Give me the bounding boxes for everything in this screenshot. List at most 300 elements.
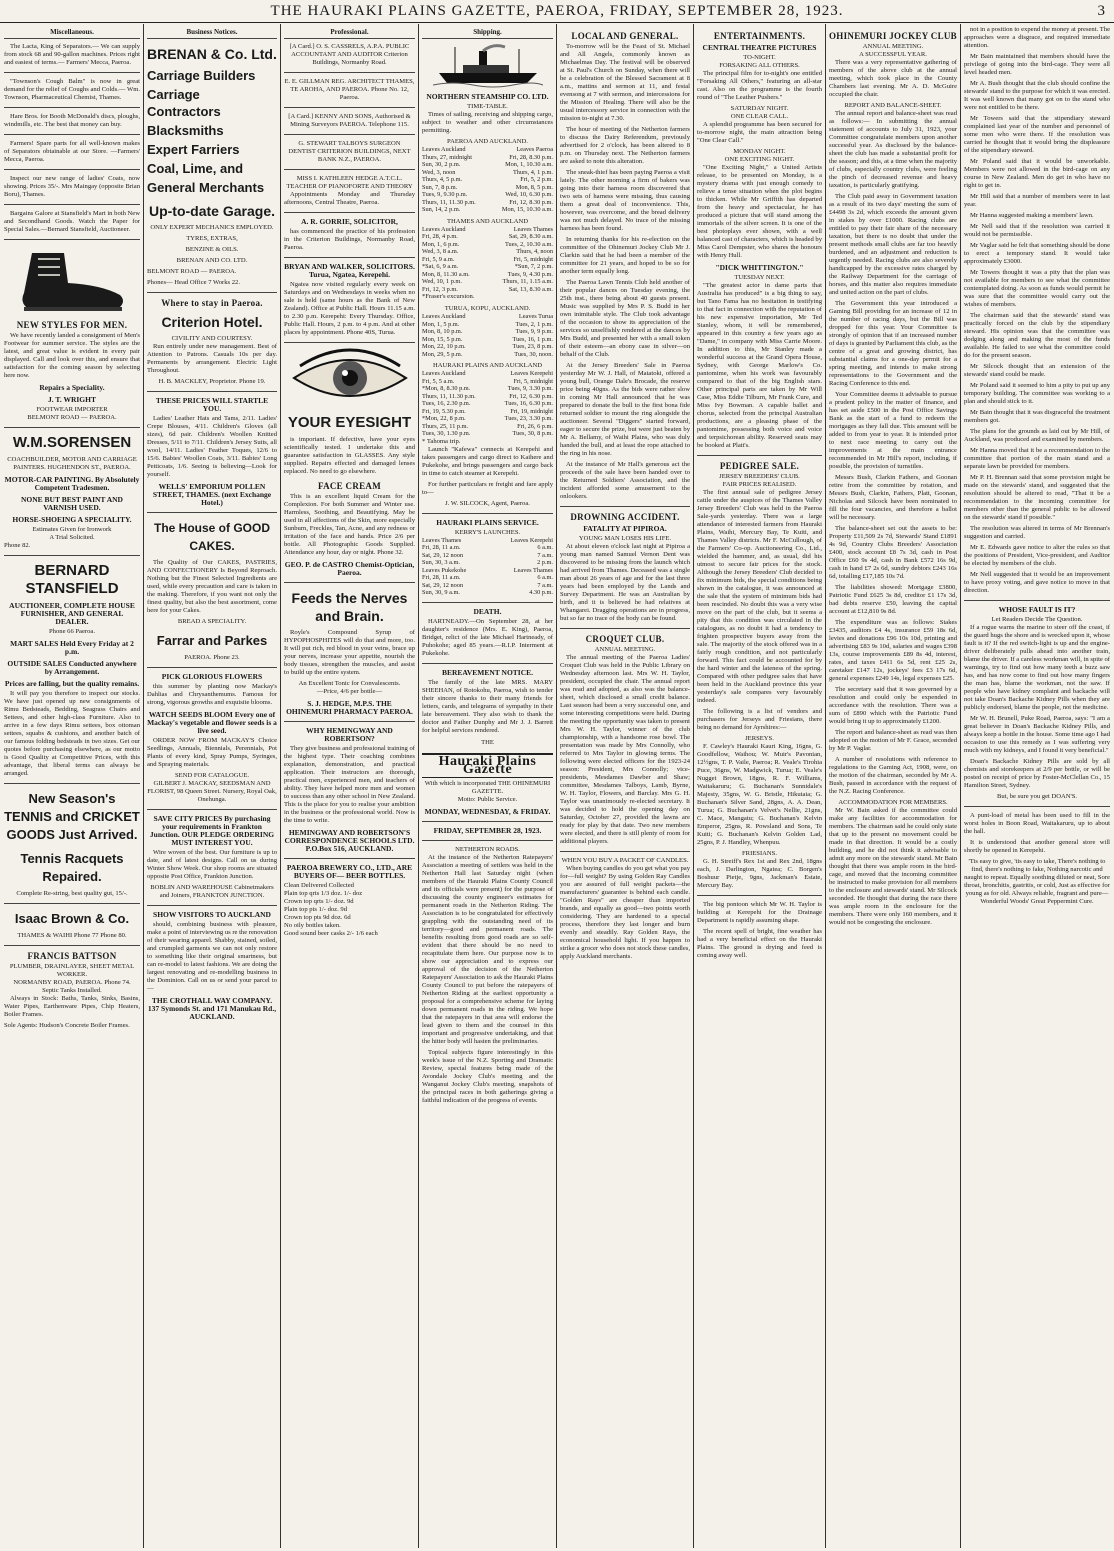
fatality: FATALITY AT PIPIROA. — [583, 524, 667, 533]
timetable-cell: Sat, 29, 12 noon — [422, 581, 464, 589]
timetable-thames-auckland — [422, 226, 553, 294]
jockey-cont-para: Mr Towers thought it was a pity that the plan was not available for members to see what the committee contemplated doing. As soon as funds would permit he was sure that the committee would carry out the wishes of members. — [964, 269, 1110, 308]
timetable-cell: Fri, 5, midnight — [513, 255, 553, 263]
timetable-row — [422, 263, 553, 271]
garage-line: Phones— Head Office 7 Works 22. — [147, 279, 240, 286]
trial: A Trial Solicited. — [49, 534, 95, 541]
jockey-para: The Government this year introduced a Gaming Bill providing for an increase of 12 in the number of racing days, but the Bill was dropped for this year. Your Committee is strongly of opinion that if an increased number of days is granted by Parliament this club, as the centre of a great and growing district, has substantial claims for a one-day permit for a spring meeting, and intends to make strong representations to the Government and the Racing Conference to this end. — [829, 300, 957, 387]
accommodation-body: Mr W. Bain asked if the committee could make any facilities for accommodation for members. The chairman said he could only state that up to the present no movement could be made in that direction. It would be a costly building, and he did not think it advisable to admit any more on the stewards' stand. Mr Bain thought that there was ample room in the bird-cage, and moved that the incoming committee be instructed to make provision for all members to the enclosure and stewards' stand. Mr Silcock seconded. He thought that during the race there was ample room in the enclosure for the members. There were only 160 members, and it would not be congesting the enclosure. — [829, 807, 957, 926]
ad-text: Bargains Galore at Stansfield's Mart in both New and Secondhand Goods. Watch the Paper for Special Sales.—Bernard Stansfield, Auctioneer. — [4, 210, 140, 233]
why-body: They give business and professional training of the highest type. Their coaching combines explanation, demonstration, and practical application. Their instructors are thorough, practical men, experienced men, and teachers of ability. They have helped more men and women to success than any other school in New Zealand. This is the place for you to realise your ambition in the business or the professional world. Now is the time to write. — [284, 745, 415, 824]
brenan-line: Coal, Lime, and — [147, 161, 244, 176]
jockey-cont-para: Mr Hanna moved that it be a recommendation to the committee that portion of the main stand and a separate lawn be provided for members. — [964, 447, 1110, 470]
jockey-cont-para: The resolution was altered in terms of Mr Brennan's suggestion and carried. — [964, 525, 1110, 540]
timetable-hauraki-auckland — [422, 370, 553, 438]
timetable-cell: Tues, 23, 3.30 p.m. — [504, 415, 553, 422]
motorcar: MOTOR-CAR PAINTING. By Absolutely Competent Tradesmen. — [4, 475, 140, 492]
jockey-cont-para: Mr Poland said that it would be unworkable. Members were not allowed in the bird-cage on any course in New Zealand. Men do get in who have no right to get in. — [964, 158, 1110, 189]
timetable-cell: Sat, 29, 12 noon — [422, 551, 464, 559]
eyesight-body: is important. If defective, have your eyes scientifically tested. I undertake this and guarantee satisfaction in GLASSES. Any style supplied. Repairs effected and damaged lenses replaced. No need to go elsewhere. — [284, 436, 415, 475]
garage-line: BELMONT ROAD — PAEROA. — [147, 268, 237, 275]
garage-line: ONLY EXPERT MECHANICS EMPLOYED. — [150, 224, 274, 231]
jockey-para: The secretary said that it was governed by a resolution and could only be expended in accordance with the resolution. There was a sum of £890 which with the Patriotic Fund would bring it up to approximately £1200. — [829, 686, 957, 725]
nerves-title: Feeds the Nerves and Brain. — [291, 590, 408, 624]
column-entertainments — [697, 26, 822, 1546]
exciting: ONE EXCITING NIGHT. — [724, 156, 795, 163]
timetable-cell: Mon, 15, 5 p.m. — [422, 335, 463, 343]
battson-title: FRANCIS BATTSON — [27, 951, 117, 961]
brewery-row: Plain top qrts 1/3 doz. 1/- doz — [284, 890, 363, 897]
fault-heading: WHOSE FAULT IS IT? — [998, 605, 1076, 614]
monday: MONDAY NIGHT. — [733, 148, 786, 155]
jockey-cont-para: not in a position to expend the money at present. The approaches were a disgrace, and required immediate attention. — [964, 26, 1110, 49]
timetable-cell: Wed, 10, 6.30 p.m. — [505, 191, 553, 198]
timetable-cell: Leaves Thames — [513, 225, 553, 233]
route-title: PAEROA AND AUCKLAND. — [447, 138, 528, 145]
sj-hedge: S. J. HEDGE, M.P.S. THE OHINEMURI PHARMACY PAEROA. — [286, 699, 413, 716]
sure: But, be sure you get DOAN'S. — [996, 793, 1078, 800]
brenan-line: Expert Farriers — [147, 142, 240, 157]
column-jockey-continued — [964, 26, 1110, 1546]
castro: GEO. P. de CASTRO Chemist-Optician, Paeroa. — [284, 560, 415, 577]
timetable-cell: Leaves Thames — [513, 566, 553, 574]
column-rule — [693, 24, 694, 1548]
flowers-body: this summer by planting now Mackay's Dahlias and Chrysanthemums. Famous for strong, vigorous growths and exquisite blooms. — [147, 683, 277, 706]
jockey-cont-para: Mr Nell said that if the resolution was carried it would not be permissible. — [964, 223, 1110, 238]
brewery-title: PAEROA BREWERY CO., LTD., ARE BUYERS OF— BEER BOTTLES. — [286, 863, 413, 880]
timetable-row — [422, 370, 553, 378]
brenan-line: Carriage Contractors — [147, 87, 221, 119]
timetable-cell: Tues, 16, 6.30 p.m. — [504, 400, 553, 407]
timetable-cell: Thurs, 11, 1.15 a.m. — [502, 278, 553, 285]
timetable-row — [422, 559, 553, 567]
column-rule — [960, 24, 961, 1548]
stock: Always in Stock: Baths, Tanks, Sinks, Basins, Water Pipes, Earthenware Pipes, Chip Heaters, Boiler Frames. — [4, 995, 140, 1018]
exciting-body: "One Exciting Night," a United Artists release, to be presented on Monday, is a mystery drama with just enough comedy to relieve a tense situation when the plot begins to thicken. While Mr Griffith has departed from the heavy and spectacular, he has produced a picture that will stand among the immortals of the silver screen. It is one of the best photoplays ever shown, with a well balanced cast of characters, which is headed by Miss Carol Dempster, who shares the honours with Henry Hull. — [697, 164, 822, 259]
timetable-row — [422, 544, 553, 552]
timetable-row — [422, 328, 553, 336]
timetable-row — [422, 400, 553, 408]
seeds: WATCH SEEDS BLOOM Every one of Mackay's vegetable and flower seeds is a live seed. — [147, 710, 277, 735]
timetable-cell: Tues, 2, 10.30 a.m. — [504, 240, 553, 248]
timetable-cell: Leaves Auckland — [422, 313, 466, 320]
kathleen-hedge: MISS I. KATHLEEN HEDGE A.T.C.L. TEACHER OF PIANOFORTE AND THEORY — [286, 175, 413, 190]
cakes-title: The House of GOOD CAKES. — [153, 521, 270, 553]
timetable-cell: 6 a.m. — [537, 544, 553, 551]
timetable-cell: Tues, 9, 9.30 p.m. — [422, 191, 468, 198]
outside-sales: OUTSIDE SALES Conducted anywhere by Arrangement. — [7, 659, 137, 676]
launches-title: KERRY'S LAUNCHES. — [454, 528, 521, 536]
croquet-heading: CROQUET CLUB. — [585, 634, 665, 644]
timetable-cell: Tues, 30, 8 p.m. — [512, 430, 553, 437]
isaac-brown: Isaac Brown & Co. — [14, 911, 130, 926]
column-miscellaneous — [4, 26, 140, 1546]
timetable-row — [422, 321, 553, 329]
friesians-body: G. H. Streiff's Rex 1st and Rex 2nd, 18gns each, J. Darlington, Ngatea; C. Borgen's Boshuur Pietje, 9gns, Jackman's Estate, Mercury Bay. — [697, 858, 822, 889]
timetable-cell: Tues, 23, 8 p.m. — [512, 343, 553, 350]
launch-timetable — [422, 537, 553, 567]
jockey-cont-para: Mr E. Edwards gave notice to alter the rules so that the positions of President, Vice-president, and Auditor be elected by members of the club. — [964, 544, 1110, 567]
pedigree-body: The first annual sale of pedigree Jersey cattle under the auspices of the Thames Valley Jersey Breeders' Club was held in the Paeroa Sale-yards yesterday. There was a large attendance of interested farmers from Hauraki Plains, Waihi, Mercury Bay, Te Kuiti, and Thames Valley districts. Mr F. McCullough, of the Farmers' Co-op. Auctioneering Co., Ltd., wielded the hammer, and, as usual, did his utmost to secure fair prices for the stock. Although the Jersey Breeders' Club decided to fix minimum bids, the special conditions being shown in the catalogue, it was announced at the sale that the system of minimum bids had been rescinded. No doubt this was a very wise move on the part of the club, but it seems a pity that this condition was circulated in the catalogues, as no doubt it had a tendency to frighten prospective buyers away from the sale. The majority of the stock offered was in a fairly rough condition, and not particularly forward. This fact could be accounted for by the hard winter and the lateness of the spring. Compared with other pedigree sales that have been held in the Auckland province this year yesterday's sale compares very favourably indeed. — [697, 489, 822, 704]
clear-body: A splendid programme has been secured for to-morrow night, the main attraction being "One Clear Call." — [697, 121, 822, 144]
timetable-cell: Thurs, 4, noon — [516, 248, 553, 255]
cakes-body: The Quality of Our CAKES, PASTRIES, AND CONFECTIONERY Is Beyond Reproach. Nothing but the Finest Selected Ingredients are used, while every precaution and care is taken in the making. Therefore, if you want not only the finest quality, but also the best assortment, come here for your Cakes. — [147, 559, 277, 614]
timetable-row — [422, 378, 553, 386]
service-title: HAURAKI PLAINS SERVICE. — [436, 517, 539, 527]
masthead-title: THE HAURAKI PLAINS GAZETTE, PAEROA, FRIDAY, SEPTEMBER 28, 1923. — [270, 3, 844, 19]
timetable-cell: Tues, 16, 2.30 p.m. — [422, 400, 471, 407]
jockey-para: The Club paid away in Government taxation as a result of its two days' meeting the sum of £4498 3s 2d, which exceeds the amount given in stakes by over £1000. Racing clubs are entitled to pay their fair share of the necessary taxation, but there is no doubt that under the present methods small clubs are far too heavily burdened, and an adjustment and reduction is urgently needed. Racing clubs are also severely handicapped by the excessive rates charged by the Railway Department for the carriage of horses, and this matter also requires immediate and united action on the part of clubs. — [829, 193, 957, 296]
eye-illustration — [290, 348, 410, 408]
timetable-cell: Tues, 16, 1 p.m. — [512, 335, 553, 343]
timetable-cell: Wed, 3, 8 a.m. — [422, 248, 459, 255]
shoes-sub: FOOTWEAR IMPORTER — [36, 406, 108, 413]
cassrels: [A Card.] O. S. CASSRELS, A.P.A. PUBLIC ACCOUNTANT AND AUDITOR Criterion Buildings, Normanby Road. — [289, 43, 410, 66]
garage-line: BRENAN AND CO. LTD. — [176, 257, 248, 264]
drowning-heading: DROWNING ACCIDENT. — [570, 512, 680, 522]
timetable-cell: Mon, 22, 10 p.m. — [422, 343, 466, 350]
timetable-cell: *Sat, 6, 9 a.m. — [422, 263, 459, 270]
brewery-row: No oily bottles taken. — [284, 922, 341, 929]
brenan-line: General Merchants — [147, 180, 265, 195]
timetable-cell: Sun, 30, 9 a.m. — [422, 589, 460, 596]
wells: WELLS' EMPORIUM POLLEN STREET, THAMES. (next Exchange Hotel.) — [152, 482, 272, 507]
timetable-cell: Mon, 1, 6 p.m. — [422, 240, 460, 248]
timetable-paeroa-auckland — [422, 146, 553, 214]
jockey-cont-para: Mr P. H. Brennan said that some provision might be made on the stewards' stand, and suggested that the resolution should be altered to read, "That it be a recommendation to the incoming committee for members other than the general public to be allowed on the stewards' stand if possible." — [964, 474, 1110, 521]
brenan-line: Blacksmiths — [147, 123, 224, 138]
timetable-cell: Fri, 5, midnight — [513, 377, 553, 385]
timetable-cell: Fri, 12, 6.30 p.m. — [509, 392, 553, 400]
jockey-cont-para: Mr Towers said that the stipendiary steward complained last year of the number and personnel of some men who were there. If the resolution was carried he thought that it would bring the displeasure of the stipendiary steward. — [964, 115, 1110, 154]
timetable-row — [422, 430, 553, 438]
timetable-row — [422, 191, 553, 199]
ad-text: The Lacta, King of Separators.— We can supply from stock 68 and 90-gallon machines. Prices right and easiest of terms.— Farmers' Mecca, Paeroa. — [4, 43, 140, 66]
launch-timetable-2 — [422, 567, 553, 597]
battson-sub: PLUMBER, DRAINLAYER, SHEET METAL WORKER. — [9, 963, 135, 978]
timetable-cell: Leaves Pukekohe — [422, 566, 467, 574]
criterion-sub: CIVILITY AND COURTESY. — [171, 335, 253, 342]
hedge-body: Appointments Monday and Thursday afternoons, Central Theatre, Paeroa. — [284, 191, 415, 206]
jockey-heading: OHINEMURI JOCKEY CLUB — [829, 31, 957, 41]
timetable-row — [422, 169, 553, 177]
garage-title: Up-to-date Garage. — [148, 203, 275, 219]
article-para: The Paeroa Lawn Tennis Club held another of their popular dances on Tuesday evening, the 25th inst., there being about 40 guests present. Music was supplied by Mrs P. S. Budd in her own inimitable style. The Club took advantage of the occasion to show its appreciation of the services so unselfishly rendered at the dances by Mrs Budd, and presented her with a small token of their esteem—an ebony case in silver—on behalf of the Club. — [560, 279, 690, 358]
brewery-row: Crown top pts 9d doz. 6d — [284, 914, 351, 921]
startle-heading: THESE PRICES WILL STARTLE YOU. — [155, 396, 269, 413]
garage-line: BENZINE & OILS. — [185, 246, 239, 253]
gilbert: GILBERT J. MACKAY, SEEDSMAN AND FLORIST, 98 Queen Street. Nursery, Royal Oak, Onehunga. — [147, 780, 277, 803]
timetable-cell: Sun, 30, 3 a.m. — [422, 559, 460, 566]
timetable-row — [422, 582, 553, 590]
route-note: * Tahoma trip. — [422, 437, 461, 445]
timetable-row — [422, 146, 553, 154]
shoes-address: BELMONT ROAD — PAEROA. — [27, 414, 117, 421]
timetable-cell: Mon, 8, 5 p.m. — [515, 183, 553, 191]
paper-nameplate: Hauraki Plains Gazette — [422, 753, 553, 778]
timetable-row — [422, 176, 553, 184]
jersey-club: JERSEY BREEDERS' CLUB. — [719, 473, 800, 480]
issue-date: FRIDAY, SEPTEMBER 28, 1923. — [433, 825, 542, 835]
horse-shoeing: HORSE-SHOEING A SPECIALITY. — [12, 515, 132, 524]
whittington: "DICK WHITTINGTON." — [715, 263, 804, 272]
visitors-body: should, combining business with pleasure, make a point of interviewing us re the renovation of their wearing apparel. Shabby, stained, soiled, and crumpled garments we can not only restore to something like their original smartness, but can re-model to latest fashions. We are doing the largest renovating and re-modelling business in the Dominion. Call on us or send your parcel to— — [147, 921, 277, 992]
timetable-cell: Fri, 19, 5.30 p.m. — [422, 407, 466, 415]
timetable-cell: Sun, 14, 2 p.m. — [422, 206, 461, 213]
timetable-cell: Leaves Kerepehi — [510, 536, 553, 544]
silcock: J. W. SILCOCK, Agent, Paeroa. — [445, 499, 530, 507]
catalogue: SEND FOR CATALOGUE. — [174, 772, 250, 779]
following: The following is a list of vendors and purchasers for Jerseys and Friesians, there being no demand for Ayrshires:— — [697, 708, 822, 731]
doans: Doan's Backache Kidney Pills are sold by all chemists and storekeepers at 2/9 per bottle, or will be posted on receipt of price by Foster-McClellan Co., 15 Hamilton Street, Sydney. — [964, 758, 1110, 789]
timetable-cell: Sun, 30, 2 p.m. — [422, 161, 461, 168]
timetable-cell: 7 a.m. — [537, 581, 553, 589]
timetable-cell: Mon, 1, 5 p.m. — [422, 320, 460, 328]
timetable-cell: Thurs, 4, 5 p.m. — [422, 176, 463, 183]
column-business-notices — [147, 26, 277, 1546]
eyesight-title: YOUR EYESIGHT — [287, 414, 412, 431]
young-man: YOUNG MAN LOSES HIS LIFE. — [578, 535, 672, 542]
understood: It is understood that another general store will shortly be opened in Kerepehi. — [964, 839, 1110, 854]
shoes-title: NEW STYLES FOR MEN. — [16, 320, 128, 330]
timetable-cell: Sat, 29, 8.30 a.m. — [508, 233, 553, 240]
timetable-cell: Tues, 30, noon. — [514, 350, 553, 358]
forsaking: FORSAKING ALL OTHERS. — [719, 62, 800, 69]
jockey-para: Messrs Bush, Clarkin Fathers, and Goonan retire from the committee by rotation, and Messrs Bush, Clarkin, Fathers, Platt, Goonan, Nicholas and Silcock have been nominated to fill the four vacancies, and therefore a ballot will be necessary. — [829, 474, 957, 521]
timetable-cell: Fri, 28, 11 a.m. — [422, 574, 461, 581]
timetable-cell: Leaves Thames — [422, 536, 462, 544]
section-heading: Business Notices. — [147, 28, 277, 39]
timetable-row — [422, 184, 553, 192]
timetable-row — [422, 385, 553, 393]
testimonial: Mr W. H. Brunell, Puke Road, Paeroa, says: "I am a great believer in Doan's Backache Kidney Pills, and always keep a bottle in the house. Some time ago I had occasion to use this remedy as I was suffering very much with my kidneys, and I found it very beneficial." — [964, 715, 1110, 754]
timetable-row — [422, 226, 553, 234]
tuesday: TUESDAY NEXT. — [734, 274, 785, 281]
timetable-cell: Fri, 28, 11 a.m. — [422, 544, 461, 551]
talboys: G. STEWART TALBOYS SURGEON DENTIST CRITERION BUILDINGS, NEXT BANK N.Z., PAEROA. — [288, 140, 411, 163]
timetable-cell: Leaves Auckland — [422, 146, 466, 153]
accommodation-heading: ACCOMMODATION FOR MEMBERS. — [838, 799, 948, 806]
stansfield-phone: Phone 66 Paeroa. — [49, 628, 95, 635]
estimates: Estimates Given for Ironwork — [32, 526, 112, 533]
timetable-row — [422, 199, 553, 207]
timetable-row — [422, 233, 553, 241]
brewery-row: Crown top qrts 1/- doz. 9d — [284, 898, 354, 905]
column-jockey-club — [829, 26, 957, 1546]
stay-heading: Where to stay in Paeroa. — [161, 298, 263, 308]
brewery-row: Clean Delivered Collected — [284, 882, 354, 889]
brenan-title: BRENAN & Co. Ltd. — [147, 46, 277, 62]
timetable-cell: Mon, 1, 10.30 a.m. — [505, 161, 553, 168]
death-body: HARTNEADY.—On September 28, at her daughter's residence (Mrs. E. King), Paeroa, Bridget, relict of the late Michael Hartneady, of Puhokohe; aged 85 years.—R.I.P. Interment at Pukekohe. — [422, 617, 553, 657]
article-para: At the Jersey Breeders' Sale in Paeroa yesterday Mr W. J. Hall, of Matatoki, offered a young bull, Orange Dale's Brocade, the reserve price being 40gns. As the bids were rather slow in coming Mr Hall announced that he was prepared to donate the bull to the first bona fide returned soldier to mount the ring alongside the auctioneer. Several "Diggers" started forward, eager to secure the prize, but were just beaten by Mr A. Bellamy, of Waihi Plains, who was duly handed the bull, and at least the rope attached to the ring in his nose. — [560, 362, 690, 457]
timetable-cell: Sun, 7, 8 p.m. — [422, 183, 458, 191]
order: ORDER NOW FROM MACKAY'S Choice Seedlings, Annuals, Biennials, Perennials, Pot Plants of every kind, Spray Pumps, Syringes, and Spraying materials. — [147, 737, 277, 768]
friesians-heading: FRIESIANS. — [742, 850, 777, 857]
mart-sales: MART SALES Held Every Friday at 2 p.m. — [10, 639, 134, 656]
timetable-cell: Thurs, 11, 11.30 p.m. — [422, 198, 476, 206]
boot-illustration — [12, 245, 132, 315]
timetable-row — [422, 408, 553, 416]
timetable-title: TIME-TABLE. — [467, 103, 508, 110]
battson-address: NORMANBY ROAD, PAEROA. Phone 74. — [13, 979, 131, 986]
timetable-cell: Fri, 28, 4 p.m. — [422, 233, 458, 240]
timetable-cell: Tues, 2, 1 p.m. — [515, 320, 553, 328]
route-title: THAMES AND AUCKLAND — [447, 217, 528, 225]
peppermint-poem: 'Tis easy to give, 'tis easy to take, There's nothing to find, there's nothing to fake, Nothing narcotic and naught to repeat. Equally soothing diluted or neat, Sore throat, bronchitis, gastritis, or cold, Just as effective for young as for old. Always reliable, fragrant and pure— Wonderful Woods' Great Peppermint Cure. — [964, 858, 1110, 905]
timetable-cell: Tues, 30, 1.30 p.m. — [422, 430, 471, 437]
theatre: CENTRAL THEATRE PICTURES — [702, 43, 817, 52]
successful: A SUCCESSFUL YEAR. — [859, 51, 927, 58]
face-cream-body: This is an excellent liquid Cream for the Complexion. For both Summer and Winter use. Harmless, Soothing, and Beautifying. May be used in all affections of the Skin, more especially Sunburn, Freckles, Tan, Acne, and any redness or irritation of the face and hands. Price 2/6 per bottle. All Photographic Goods Supplied. Attendance any hour, day or night. Phone 32. — [284, 493, 415, 556]
timetable-row — [422, 415, 553, 423]
timetable-row — [422, 589, 553, 597]
bryan-body: Ngatea now visited regularly every week on Saturdays and on Wednesdays in weeks when no sale is held (same hours as the Bank of New Zealand). Office at Public Hall. Hours 11.15 a.m. to 2.30 p.m. Kerepehi: Every Thursday. Office, Public Hall. Hours, 2 p.m. to 4 p.m. And at other places by appointment. Phone 40S, Turua. — [284, 281, 415, 336]
jockey-cont-para: Mr Hanna suggested making a members' lawn. — [970, 212, 1094, 219]
ad-text: "Townson's Cough Balm" is now in great demand for the relief of Coughs and Colds.— Wm. Townson, Pharmaceutical Chemist, Thames. — [4, 78, 140, 101]
timetable-cell: Fri, 26, 6 p.m. — [517, 422, 553, 430]
criterion-body: Run entirely under new management. Best of Attention to Patrons. Casuals 10s per day. Permanents by arrangement. Electric Light Throughout. — [147, 343, 277, 374]
croquet-body: The annual meeting of the Paeroa Ladies' Croquet Club was held in the Public Library on Wednesday afternoon last. Mrs W. H. Taylor, president, occupied the chair. The annual report was read and adopted, as also was the balance-sheet, which disclosed a small credit balance. Last season had been a very successful one, and some interesting competitions were held. During the meeting the opportunity was taken to present Mrs W. H. Taylor, winner of the club championship, with a handsome rose bowl. The presentation was made by Mrs Connolly, who referred to Mrs Taylor in glowing terms. The following were elected officers for the 1923-24 season: President, Mrs Connolly; vice-presidents, Mesdames Dawber and Shaw; committee, Mesdames Talboys, Lamb, Byrne, W. H. Taylor, Flowers, and Barclay. Mrs G. H. Taylor was unanimously re-elected secretary. It was decided to hold the opening day on Saturday, October 27, provided the lawns are ready for play by that date. Two new members were elected, and there is still plenty of room for additional players. — [560, 654, 690, 845]
forsaking-body: The principal film for to-night's one entitled "Forsaking All Others," featuring an all-star cast. Also on the programme is the fourth round of "The Leather Pushers." — [697, 70, 822, 101]
timetable-cell: Leaves Auckland — [422, 225, 466, 233]
timetable-cell: Tues, 9, 9 p.m. — [515, 328, 553, 335]
jockey-cont-para: Mr Nell suggested that it would be an improvement to have proxy voting, and gave notice to move in that direction. — [964, 571, 1110, 594]
jockey-cont-para: Mr Bain maintained that members should have the privilege of going into the bird-cage. They were all level headed men. — [964, 53, 1110, 76]
saturday: SATURDAY NIGHT. — [730, 105, 789, 112]
phone: Phone 82. — [4, 542, 31, 549]
timetable-row — [422, 552, 553, 560]
timetable-cell: *Mon, 22, 8 p.m. — [422, 415, 466, 422]
ad-text: Inspect our new range of ladies' Coats, now showing. Prices 35/-. Mrs Maingay (opposite Brian Boru), Thames. — [4, 175, 140, 198]
timetable-cell: Thurs, 11, 11.30 p.m. — [422, 392, 476, 400]
criterion-title: Criterion Hotel. — [161, 314, 263, 330]
bryan: BRYAN AND WALKER, SOLICITORS. Turua, Ngatea, Kerepehi. — [284, 262, 415, 279]
shoes-repairs: Repairs a Speciality. — [39, 383, 105, 392]
column-rule — [143, 24, 144, 1548]
masthead — [0, 0, 1114, 23]
startle-body: Ladies' Leather Hats and Tams, 2/11. Ladies' Crepe Blouses, 4/11. Children's Gloves (all sizes), 6d pair. Children's Woollen Knitted Dresses, 5/11 to 7/11. Children's Jersey Suits, all wool, 14/11. Ladies' Feather Toques, 12/6 to 15/6. Babies' Woollen Coats, 3/11. Babies' Long Petticoats, 1/6. Seeing is believing—Look for yourself. — [147, 415, 277, 478]
agents: Sole Agents: Hudson's Concrete Boiler Frames. — [4, 1022, 130, 1029]
section-heading: Shipping. — [422, 28, 553, 39]
timetable-row — [422, 271, 553, 279]
timetable-cell: Tues, 9, 3.30 p.m. — [507, 385, 553, 392]
timetable-cell: 4.30 p.m. — [529, 589, 553, 596]
timetable-cell: Leaves Auckland — [422, 370, 466, 377]
timetable-cell: Wed, 3, noon — [422, 168, 456, 176]
report-heading: REPORT AND BALANCE-SHEET. — [844, 102, 942, 109]
article-para: At the instance of Mr Hall's generous act the proceeds of the sale have been handed over to the Returned Soldiers' Association, and the incident afforded some amusement to the onlookers. — [560, 461, 690, 500]
kenny: [A Card.] KENNY AND SONS, Authorised & Mining Surveyors PAEROA. Telephone 115. — [288, 113, 411, 128]
timetable-row — [422, 241, 553, 249]
timetable-row — [422, 336, 553, 344]
company: NORTHERN STEAMSHIP CO. LTD. — [426, 92, 549, 101]
timetable-row — [422, 206, 553, 214]
shoes-name: J. T. WRIGHT — [48, 395, 96, 404]
jockey-para: The balance-sheet set out the assets to be: Property £11,509 2s 7d, Stewards' Stand £1891 4s 9d, Country Clubs Breeders' Association £400, stock account £8 7s 3d, cash in Post Office £60 9s 4d, cash in Bank £572 16s 9d, cash in hand £7 2s 6d, sundry debtors £243 16s 6d, totalling £17,185 10s 7d. — [829, 525, 957, 580]
clear-call: ONE CLEAR CALL. — [730, 113, 789, 120]
timetable-row — [422, 256, 553, 264]
timetable-body: Times of sailing, receiving and shipping cargo, subject to weather and other circumstances permitting. — [422, 111, 553, 134]
page-number: 3 — [1097, 3, 1106, 19]
tonic: An Excellent Tonic for Convalescents. — [298, 680, 401, 687]
timetable-row — [422, 393, 553, 401]
column-rule — [280, 24, 281, 1548]
brewery-row: Good sound beer casks 2/- 1/6 each — [284, 930, 378, 937]
timetable-row — [422, 537, 553, 545]
bereavement-body: The family of the late MRS. MARY SHEEHAN, of Rotokohu, Paeroa, wish to tender their sincere thanks to their many friends for letters, cards, and telegrams of sympathy in their late bereavement. They also wish to thank the doctor and Father Dunphy and Mr J. J. Barrett for helpful services rendered. — [422, 678, 553, 734]
jockey-para: The report and balance-sheet as read was then adopted on the motion of Mr F. Grace, seconded by Mr P. Vaglar. — [829, 729, 957, 752]
roads-heading: NETHERTON ROADS. — [455, 845, 520, 853]
paper-sub: With which is incorporated THE OHINEMURI GAZETTE. — [424, 779, 551, 795]
septic: Septic Tanks Installed. — [42, 987, 102, 994]
timetable-cell: Leaves Kerepehi — [510, 370, 553, 377]
stansfield-sub: AUCTIONEER, COMPLETE HOUSE FURNISHER, AND GENERAL DEALER. — [9, 601, 135, 626]
timetable-cell: Fri, 5, 5 a.m. — [422, 377, 455, 385]
stansfield-body: It will pay you therefore to inspect our stocks. We have just opened up new consignments of Rimu Bedsteads, Bedding, Seagrass Chairs and Settees, and other high-class Furniture. Also to arrive in a few days Rimu settees, box ottoman settees, squabs & cushions, and another batch of our famous folding bedsteads in two sizes. Get our quotes before purchasing elsewhere, as our motto is Good Quality at Competitive Prices, with this advantage, that liberal terms can always be arranged. — [4, 690, 140, 777]
timetable-cell: Fri, 12, 8.30 p.m. — [509, 198, 553, 206]
price: —Price, 4/6 per bottle— — [316, 688, 383, 695]
save-heading: SAVE CITY PRICES By purchasing your requirements in Frankton Junction. OUR PLEDGE ORDERING MUST INTEREST YOU. — [149, 814, 275, 847]
stansfield-title: BERNARD STANSFIELD — [25, 562, 119, 597]
timetable-cell: Mon, 8, 10 p.m. — [422, 328, 463, 335]
visitors-heading: SHOW VISITORS TO AUCKLAND — [153, 910, 271, 919]
bereavement-heading: BEREAVEMENT NOTICE. — [442, 667, 533, 677]
column-rule — [418, 24, 419, 1548]
paper-pre: THE — [481, 738, 494, 746]
entertainments-heading: ENTERTAINMENTS. — [713, 31, 806, 41]
jockey-para: Your Committee deems it advisable to pursue a prudent policy in the matter of finance, and has set aside £500 in the Post Office Savings Bank as the start of a fund to redeem the mortgages as they fall due. This amount will be added to from year to year. It is intended prior to next race meeting to carry out the improvements at the main entrance recommended in Mr Hill's report, including, if possible, the provision of turnstiles. — [829, 391, 957, 470]
timetable-cell: Fri, 5, 2 p.m. — [520, 176, 553, 183]
timetable-cell: 2 p.m. — [537, 559, 553, 566]
article-para: The sneak-thief has been paying Paeroa a visit lately. The other morning a firm of bakers was going into their harness room discovered that two sets of harness were missing, thus causing them a great deal of inconvenience. This, however, was overcome, and the bread delivery was not much delayed. No trace of the missing harness has been found. — [560, 169, 690, 232]
timetable-cell: Thurs, 27, midnight — [422, 153, 473, 161]
timetable-cell: Leaves Paeroa — [516, 146, 553, 153]
roads-body: At the instance of the Netherton Ratepayers' Association a meeting of settlers was held in the Netherton Hall last Saturday night (when members of the Hauraki Plains County Council and its officials were present) for the purpose of discussing the county engineer's estimates for permanent roads in the Netherton Riding. The Association is to be congratulated for effectively grappling with the outstanding need of its territory—good and permanent roads. The benefits resulting from good roads are so self-evident that there should be no need to recapitulate them here. Our purpose now is to show our appreciation and to express our approval of the decision of the Netherton Ratepayers' Association to ask the Hauraki Plains County Council to put before the ratepayers of Netherton Riding at the earliest opportunity a proposal for a comprehensive scheme for laying down permanent roads in the riding. We hope that the ratepayers in that area will endorse the lead given to them and the counsel in this important and progressive undertaking, and that the hitter body will hasten the preliminaries. — [422, 853, 553, 1045]
jockey-cont-para: Mr Bain thought that it was disgraceful the treatment members got. — [964, 409, 1110, 424]
fault-sub: Let Readers Decide The Question. — [991, 616, 1083, 623]
timetable-row — [422, 248, 553, 256]
timetable-row — [422, 154, 553, 162]
launch-note: Launch "Kafewa" connects at Kerepehi and takes passengers and cargo direct to Kaihere and Pukekohe, and brings passengers and cargo back in time to catch steamer at Kerepehi. — [422, 445, 553, 477]
ad-text: Farmers! Spare parts for all well-known makes of Separators obtainable at our Store. —Farmers' Mecca, Paeroa. — [4, 140, 140, 163]
article-para: The hour of meeting of the Netherton farmers to discuss the Dairy Referendum, previously advertised for 2 o'clock, has been altered to 8 p.m. on Thursday next. The Netherton farmers are asked to note this alteration. — [560, 126, 690, 165]
column-shipping — [422, 26, 553, 1546]
column-rule — [825, 24, 826, 1548]
farrar-title: Farrar and Parkes — [156, 633, 268, 648]
jockey-para: The expenditure was as follows: Stakes £3435, auditors £4 4s, insurance £59 18s 6d, levies and donations £96 10s 10d, printing and advertising £83 9s 10d, salaries and wages £398 13s, course improvements £89 8s 4d, interest, rates, and taxes £411 6s 5d, rent £25 2s, caretaker £147 12s, jockeys' fees £3 17s 6d, general expenses £249 14s, legal expenses £25. — [829, 619, 957, 682]
candles-body: When buying candles do you get what you pay for—full weight? By using Golden Ray Candles you are assured of full weight packets—the manufacturers' guarantee is behind each candle. "Golden Rays" are cheaper than imported brands, and equally as good—two points worth considering. They are hardened to a special process, therefore they last longer and burn evenly and steadily. Ray Golden Rays, the economical household light. If you happen to strike a grocer who does not stock these candles, apply Auckland merchants. — [560, 865, 690, 960]
timetable-row — [422, 423, 553, 431]
jockey-para: The liabilities showed: Mortgage £3800, Patriotic Fund £625 3s 8d, creditor £1 17s 3d, bad debts reserve £50, leaving the capital account at £12,810 9s 8d. — [829, 584, 957, 615]
fair-prices: FAIR PRICES REALISED. — [722, 481, 797, 488]
drowning-body: At about eleven o'clock last night at Pipiroa a young man named Samuel Vernon Dent was discovered to be missing from the launch which had arrived from Thames. Deceased was a single man about 26 years of age and for the last three years had been employed by the Lands and Survey Department. He was an Australian by birth, and it is believed he had relatives at Whangarei. Dragging operations are in progress, but so far no trace of the body can be found. — [560, 543, 690, 622]
sorensen-sub: COACHBUILDER, MOTOR AND CARRIAGE PAINTERS. HUGHENDON ST., PAEROA. — [7, 456, 137, 471]
brenan-line: Carriage Builders — [147, 68, 256, 83]
column-local-general — [560, 26, 690, 1546]
timetable-cell: Sat, 13, 8.30 a.m. — [508, 285, 553, 293]
jockey-cont-para: Mr Hill said that a number of members were in last year. — [964, 193, 1110, 208]
section-heading: Miscellaneous. — [4, 28, 140, 39]
timetable-cell: Fri, 28, 8.30 p.m. — [509, 153, 553, 161]
bread: BREAD A SPECIALITY. — [177, 618, 247, 625]
timetable-cell: Fri, 19, midnight — [510, 407, 553, 415]
sorensen-title: W.M.SORENSEN — [12, 434, 132, 451]
hemingway: HEMINGWAY AND ROBERTSON'S CORRESPONDENCE SCHOOLS LTD. P.O.Box 516, AUCKLAND. — [284, 828, 415, 853]
timetable-row — [422, 343, 553, 351]
brewery-row: Plain top pts 1/- doz. 9d — [284, 906, 348, 913]
pontoon: The big pontoon which Mr W. H. Taylor is building at Kerepehi for the Drainage Department is rapidly assuming shape. — [697, 901, 822, 924]
